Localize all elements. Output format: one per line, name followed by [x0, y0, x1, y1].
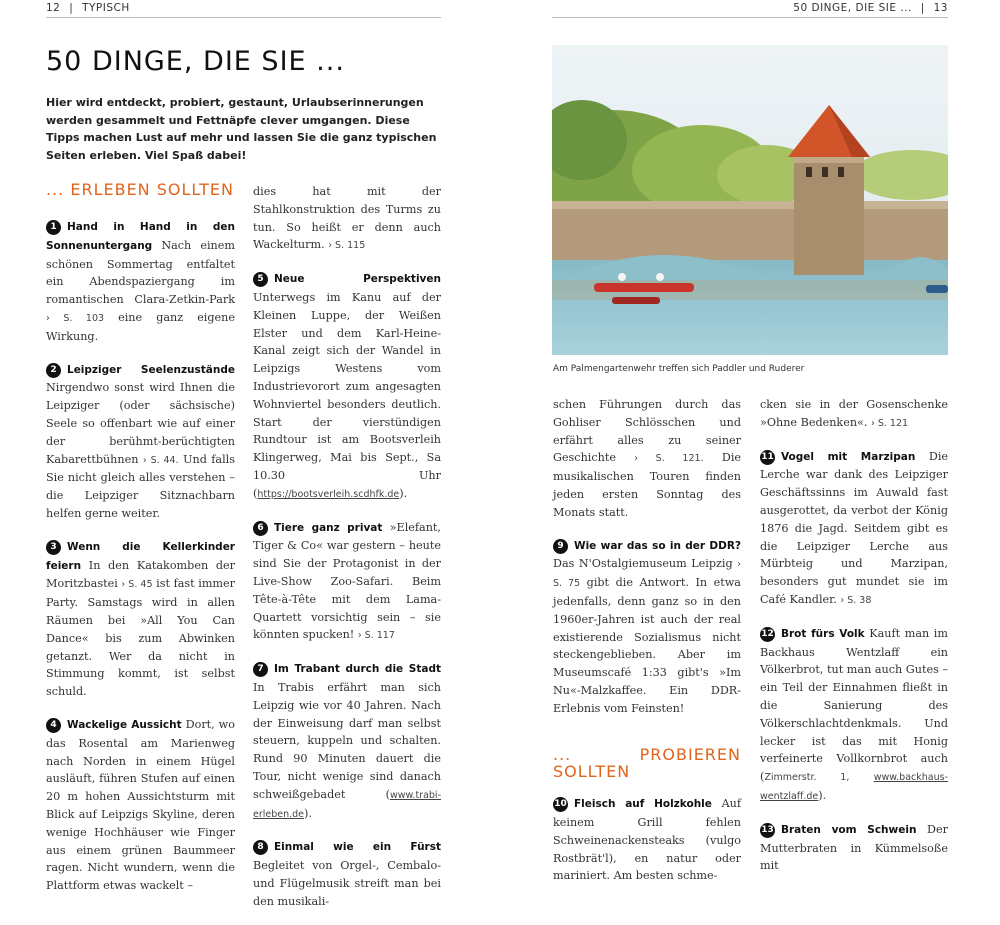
item-title: Leipziger Seelenzustände: [67, 363, 235, 376]
list-item: [46, 716, 235, 895]
item-text: eine ganz eigene Wirkung.: [46, 310, 235, 343]
item-text: In Trabis erfährt man sich Leipzig wie vor 40 Jahren. Nach der Einweisung darf man selbst steuern, kuppeln und schalten. Rund 90 Minuten dauert die Tour, nicht wenige sind danach schweißgebadet (: [253, 680, 441, 801]
section-heading-probieren: ... PROBIEREN SOLLTEN: [553, 744, 741, 782]
item-text: Nirgendwo sonst wird Ihnen die Leipziger (oder sächsische) Seele so offenbart wie auf einer der berühmt-berüchtigten Kabarettbühnen: [46, 381, 235, 466]
item-text: dies hat mit der Stahlkonstruktion des Turms zu tun. So heißt er denn auch Wackelturm.: [253, 185, 441, 252]
item-text: Unterwegs im Kanu auf der Kleinen Luppe, der Weißen Elster und dem Karl-Heine-Kanal zeigt sich der Wandel in Leipzigs Westens vom Industrievorort zum angesagten Wohnviertel besonders deutlich. Start der vierstündigen Rundtour ist am Bootsverleih Klingerweg, Mai bis Sept., Sa 10.30 Uhr (: [253, 290, 441, 500]
list-item: [760, 625, 948, 806]
list-item-continued: [253, 183, 441, 255]
right-header-rule: [552, 17, 948, 18]
item-text: Dort, wo das Rosental am Marienweg nach Norden in einem Hügel ausläuft, führen Stufen auf einen 20 m hohen Aussichtsturm mit Blick auf Leipzigs Skyline, deren wenige Hochhäuser wie Finger aus einem grünen Baummeer ragen. Nicht wundern, wenn die Plattform etwas wackelt –: [46, 717, 235, 893]
list-item: [253, 519, 441, 646]
item-title: Brot fürs Volk: [781, 627, 865, 640]
website-link[interactable]: www.backhaus-wentzlaff.de: [760, 772, 948, 802]
item-number: 3: [46, 540, 61, 555]
right-running-head: 50 DINGE, DIE SIE ... | 13: [793, 2, 948, 14]
item-text: In den Katakomben der Moritzbastei: [46, 558, 235, 591]
page-reference: › S. 117: [357, 630, 395, 642]
item-title: Hand in Hand in den Sonnenuntergang: [46, 221, 235, 252]
item-text: Und falls Sie nicht gleich alles verstehen – die Leipziger Sitznachbarn helfen gerne weiter.: [46, 452, 235, 520]
column-3: [553, 396, 741, 900]
item-number: 6: [253, 521, 268, 536]
list-item: [46, 218, 235, 346]
item-title: Einmal wie ein Fürst: [274, 841, 441, 854]
right-page-number: 13: [933, 2, 948, 14]
page-reference: › S. 44.: [142, 454, 179, 466]
item-title: Neue Perspektiven: [274, 273, 441, 286]
website-link[interactable]: www.trabi-erleben.de: [253, 789, 441, 820]
item-text: Kauft man im Backhaus Wentzlaff ein Völkerbrot, tut man auch Gutes – ein Teil der Einnahmen fließt in die Sanierung des Völkerschlachtdenkmals. Und lecker ist das mit Honig verfeinerte Vollkornbrot auch (: [760, 626, 948, 784]
item-text: Die musikalischen Touren finden jeden ersten Sonntag des Monats statt.: [553, 451, 742, 519]
item-number: 1: [46, 220, 61, 235]
item-number: 2: [46, 363, 61, 378]
left-running-head: 12 | TYPISCH: [46, 2, 130, 14]
section-heading-erleben: ... ERLEBEN SOLLTEN: [46, 180, 234, 199]
list-item-continued: [760, 396, 948, 433]
page-reference: › S. 38: [840, 594, 872, 606]
item-text: Die Lerche war dank des Leipziger Geschäftssinns im Auwald fast ausgerottet, da verbot der König 1876 die Jagd. Seitdem gibt es die Leipziger Lerche aus Mürbteig und Marzipan, besonders gut mundet sie im Café Kandler.: [760, 449, 949, 606]
column-2: [253, 183, 441, 925]
weir-photo: [552, 45, 948, 355]
page-reference: › S. 75: [553, 559, 741, 590]
item-text: cken sie in der Gosenschenke »Ohne Bedenken«.: [760, 398, 948, 429]
item-number: 12: [760, 627, 775, 642]
item-number: 4: [46, 718, 61, 733]
left-page-number: 12: [46, 2, 61, 14]
right-running-title: 50 DINGE, DIE SIE ...: [793, 2, 912, 14]
item-title: Wie war das so in der DDR?: [574, 539, 741, 552]
list-item: [760, 821, 948, 875]
list-item-continued: [553, 396, 741, 522]
item-number: 7: [253, 662, 268, 677]
item-text: Der Mutterbraten in Kümmelsoße mit: [760, 822, 948, 873]
column-4: [760, 396, 948, 890]
item-text: ).: [818, 788, 827, 802]
item-number: 5: [253, 272, 268, 287]
column-1: [46, 218, 235, 910]
item-number: 11: [760, 450, 775, 465]
item-text: Das N'Ostalgiemuseum Leipzig: [553, 557, 733, 571]
item-number: 8: [253, 840, 268, 855]
list-item: [253, 270, 441, 503]
item-title: Fleisch auf Holzkohle: [574, 798, 712, 811]
item-text: ist fast immer Party. Samstags wird in allen Räumen bei »All You Can Dance« bis zum Abwinken getanzt. Wer da nicht in Stimmung kommt, ist selbst schuld.: [46, 577, 235, 699]
page-reference: › S. 115: [328, 240, 366, 252]
photo-caption: Am Palmengartenwehr treffen sich Paddler und Ruderer: [553, 364, 805, 374]
item-text: ).: [399, 486, 408, 500]
item-number: 10: [553, 797, 568, 812]
item-title: Im Trabant durch die Stadt: [274, 663, 441, 676]
item-title: Wenn die Kellerkinder feiern: [46, 540, 235, 572]
item-title: Tiere ganz privat: [274, 521, 383, 534]
item-number: 9: [553, 539, 568, 554]
intro-text: Hier wird entdeckt, probiert, gestaunt, Urlaubserinnerungen werden gesammelt und Fettnäpfe clever umgangen. Diese Tipps machen Lust auf mehr und lassen Sie die ganz typischen Seiten erleben. Viel Spaß dabei!: [46, 96, 437, 162]
list-item: [760, 448, 948, 610]
item-title: Braten vom Schwein: [781, 823, 917, 836]
page-reference: › S. 45: [121, 579, 153, 591]
item-text: »Elefant, Tiger & Co« war gestern – heute sind Sie der Protagonist in der Live-Show Zoo-Safari. Beim Tête-à-Tête mit dem Lama-Quartett vorsichtig sein – sie könnten spucken!: [253, 520, 441, 642]
weir-illustration: [552, 45, 948, 355]
item-text: Auf keinem Grill fehlen Schweinenackensteaks (vulgo Rostbrät'l), en natur oder mariniert. Am besten schme-: [553, 797, 741, 883]
item-number: 13: [760, 823, 775, 838]
list-item: [253, 838, 441, 910]
list-item: [553, 537, 741, 718]
item-text: ).: [304, 806, 312, 820]
website-link[interactable]: https://bootsverleih.scdhfk.de: [257, 488, 400, 500]
item-text: gibt die Antwort. In etwa jedenfalls, denn ganz so in den 1960er-Jahren ist auch der real existierende Sozialismus nicht steckengeblieben. Aber im Museumscafé 1:33 gibt's »Im Nu«-Malzkaffee. Ein DDR-Erlebnis vom Feinsten!: [553, 576, 741, 715]
page-title: 50 DINGE, DIE SIE ...: [46, 46, 345, 77]
item-text: Nach einem schönen Sommertag entfaltet ein Abendspaziergang im romantischen Clara-Zetkin-Park: [46, 238, 235, 307]
list-item: [553, 795, 741, 885]
list-item: [46, 538, 235, 701]
page-reference: › S. 121.: [634, 453, 704, 465]
address-text: Zimmerstr. 1,: [764, 772, 850, 784]
item-title: Vogel mit Marzipan: [781, 450, 916, 463]
list-item: [46, 361, 235, 523]
left-section-label: TYPISCH: [82, 2, 130, 14]
item-title: Wackelige Aussicht: [67, 718, 182, 731]
list-item: [253, 660, 441, 823]
page-reference: › S. 103: [46, 312, 105, 324]
left-header-rule: [46, 17, 441, 18]
item-text: Begleitet von Orgel-, Cembalo- und Flügelmusik streift man bei den musikali-: [253, 859, 441, 908]
item-text: schen Führungen durch das Gohliser Schlösschen und erfährt alles zu seiner Geschichte: [553, 398, 741, 465]
page-reference: › S. 121: [871, 417, 909, 429]
